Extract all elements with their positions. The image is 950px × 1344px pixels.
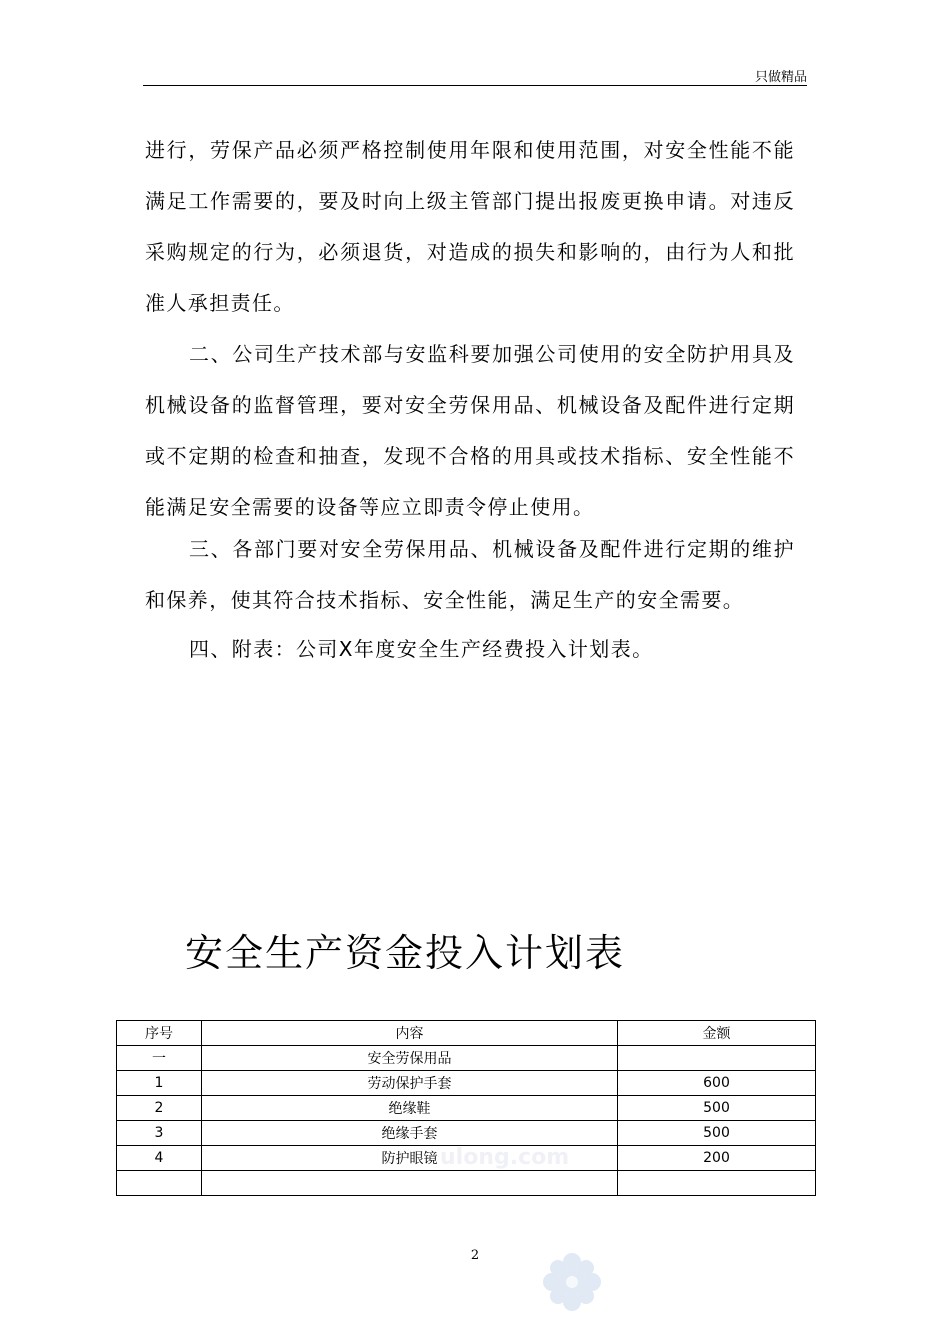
table-row — [117, 1046, 816, 1071]
table-header-row — [117, 1021, 816, 1046]
column-header-index: 序号 — [117, 1021, 202, 1046]
snowflake-logo-icon — [540, 1250, 604, 1314]
table-row — [117, 1171, 816, 1196]
cell-content: 劳动保护手套 — [202, 1071, 618, 1096]
cell-amount: 200 — [618, 1146, 816, 1171]
cell-amount: 500 — [618, 1096, 816, 1121]
header-text: 只做精品 — [754, 70, 807, 85]
header-divider — [143, 85, 807, 86]
cell-index: 3 — [117, 1121, 202, 1146]
cell-amount — [618, 1171, 816, 1196]
page-number: 2 — [470, 1248, 480, 1263]
paragraph-section-three: 三、各部门要对安全劳保用品、机械设备及配件进行定期的维护和保养，使其符合技术指标、安全性能，满足生产的安全需要。 — [145, 537, 795, 612]
watermark-text: ulong.com — [440, 1145, 570, 1170]
table-row — [117, 1071, 816, 1096]
cell-amount — [618, 1046, 816, 1071]
column-header-content: 内容 — [202, 1021, 618, 1046]
paragraph-section-four: 四、附表：公司X年度安全生产经费投入计划表。 — [189, 637, 654, 661]
cell-index: 4 — [117, 1146, 202, 1171]
table-row — [117, 1096, 816, 1121]
cell-content: 绝缘手套 — [202, 1121, 618, 1146]
paragraph-section-two: 二、公司生产技术部与安监科要加强公司使用的安全防护用具及机械设备的监督管理，要对安全劳保用品、机械设备及配件进行定期或不定期的检查和抽查，发现不合格的用具或技术指标、安全性能不能满足安全需要的设备等应立即责令停止使用。 — [145, 342, 795, 519]
column-header-amount: 金额 — [618, 1021, 816, 1046]
table-row — [117, 1121, 816, 1146]
cell-content: 绝缘鞋 — [202, 1096, 618, 1121]
cell-content: 安全劳保用品 — [202, 1046, 618, 1071]
table-title: 安全生产资金投入计划表 — [184, 931, 625, 975]
cell-amount: 500 — [618, 1121, 816, 1146]
cell-index — [117, 1171, 202, 1196]
cell-index: 一 — [117, 1046, 202, 1071]
cell-index: 2 — [117, 1096, 202, 1121]
cell-index: 1 — [117, 1071, 202, 1096]
cell-content: 防护眼镜 — [202, 1146, 618, 1171]
cell-amount: 600 — [618, 1071, 816, 1096]
paragraph-continuation: 进行，劳保产品必须严格控制使用年限和使用范围，对安全性能不能满足工作需要的，要及时向上级主管部门提出报废更换申请。对违反采购规定的行为，必须退货，对造成的损失和影响的，由行为人和批准人承担责任。 — [145, 138, 795, 315]
cell-content — [202, 1171, 618, 1196]
